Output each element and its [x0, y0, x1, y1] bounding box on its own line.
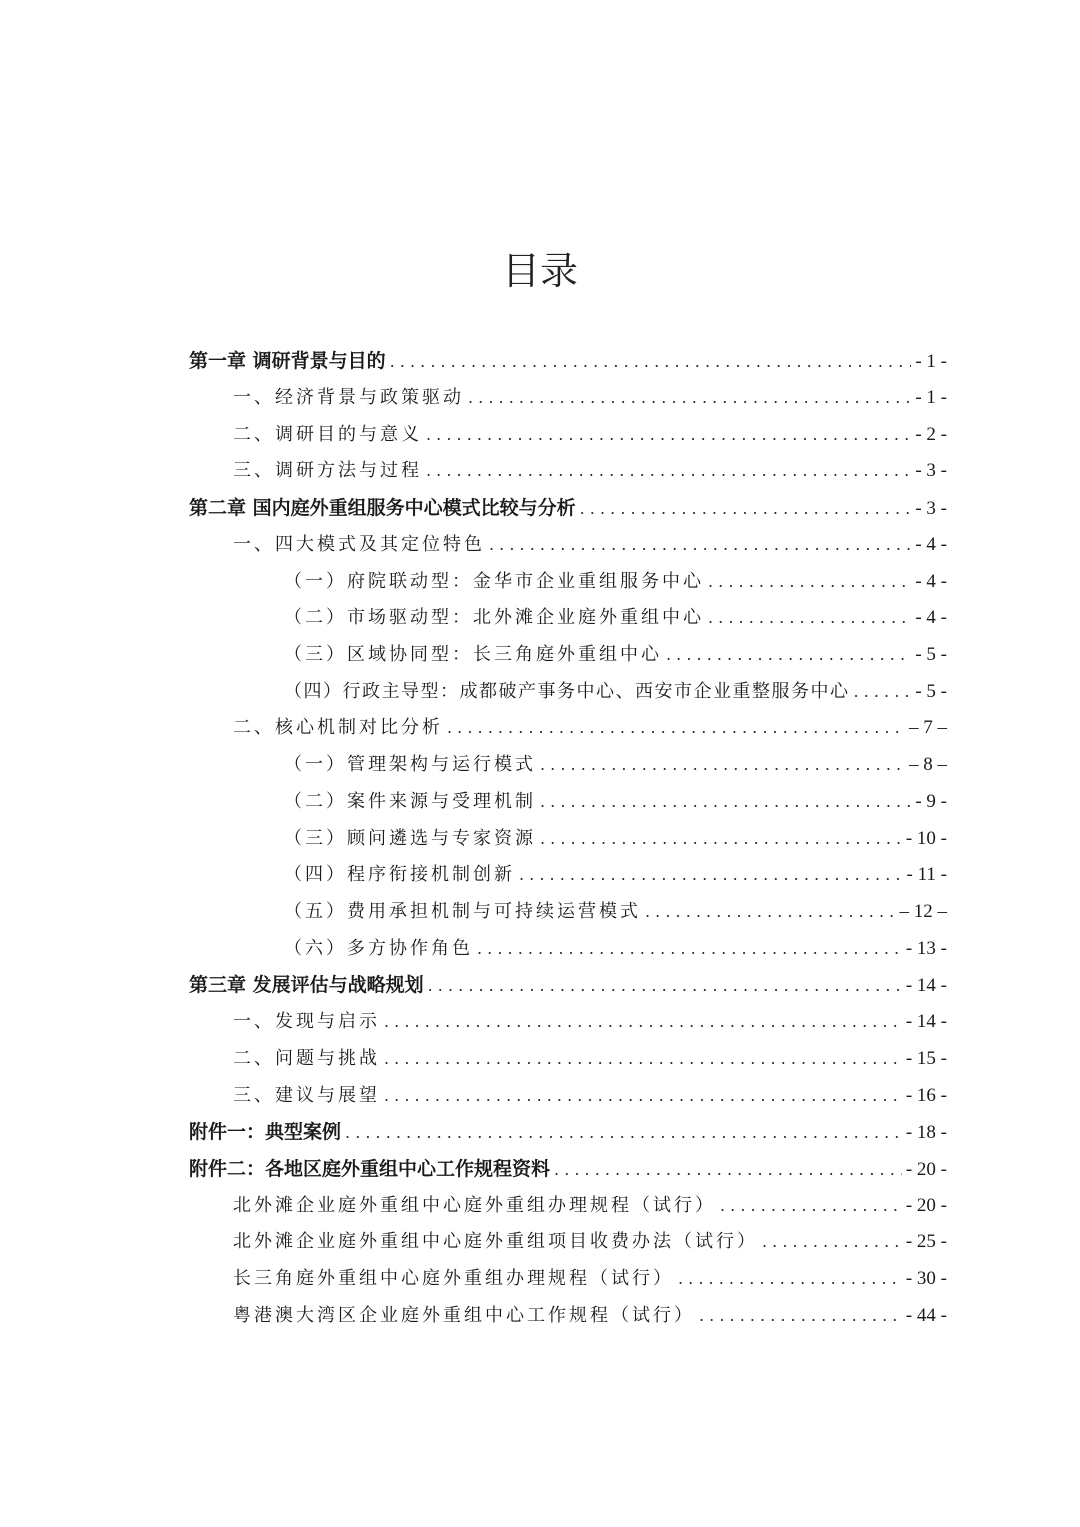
toc-entry[interactable] [233, 383, 947, 413]
toc-entry-title: （三）区域协同型：长三角庭外重组中心 [284, 644, 662, 665]
toc-entry-title: 二、核心机制对比分析 [233, 717, 443, 738]
toc-dot-leader [699, 1301, 902, 1331]
toc-entry[interactable] [233, 530, 947, 560]
toc-entry-title: 第二章 国内庭外重组服务中心模式比较与分析 [189, 497, 576, 519]
toc-entry-title: 附件一：典型案例 [189, 1121, 342, 1143]
toc-dot-leader [390, 347, 912, 377]
toc-entry-title: （一）管理架构与运行模式 [284, 754, 536, 775]
toc-entry-title: 一、发现与启示 [233, 1011, 380, 1032]
toc-entry[interactable] [284, 824, 947, 854]
toc-dot-leader [540, 787, 911, 817]
toc-entry[interactable] [233, 1081, 947, 1111]
toc-entry-page: - 13 - [905, 938, 947, 959]
toc-dot-leader [580, 494, 912, 524]
toc-entry[interactable] [233, 1301, 947, 1331]
toc-entry-title: 一、经济背景与政策驱动 [233, 387, 464, 408]
toc-dot-leader [426, 420, 911, 450]
toc-entry-title: 第三章 发展评估与战略规划 [189, 974, 424, 996]
toc-dot-leader [540, 824, 902, 854]
toc-entry-title: （四）行政主导型：成都破产事务中心、西安市企业重整服务中心 [284, 681, 850, 702]
toc-entry[interactable] [189, 970, 947, 1000]
toc-dot-leader [678, 1264, 902, 1294]
toc-entry-page: - 9 - [915, 791, 947, 812]
toc-entry-page: - 11 - [906, 864, 947, 885]
toc-entry[interactable] [189, 1117, 947, 1147]
toc-entry-page: - 3 - [915, 460, 947, 481]
toc-entry[interactable] [233, 1044, 947, 1074]
toc-entry-page: - 4 - [915, 534, 947, 555]
toc-entry[interactable] [233, 1264, 947, 1294]
page-title: 目录 [501, 249, 578, 293]
toc-entry-page: – 8 – [909, 754, 947, 775]
toc-entry[interactable] [284, 934, 947, 964]
toc-entry-page: - 15 - [905, 1048, 947, 1069]
toc-entry[interactable] [233, 1227, 947, 1257]
toc-entry[interactable] [284, 567, 947, 597]
toc-entry[interactable] [233, 1191, 947, 1221]
toc-entry[interactable] [189, 1154, 947, 1184]
toc-entry-title: 一、四大模式及其定位特色 [233, 534, 485, 555]
toc-dot-leader [384, 1081, 902, 1111]
toc-entry-page: – 12 – [899, 901, 947, 922]
toc-entry-page: - 30 - [905, 1268, 947, 1289]
toc-dot-leader [854, 677, 912, 707]
toc-entry-page: - 20 - [905, 1159, 947, 1180]
toc-entry-title: 粤港澳大湾区企业庭外重组中心工作规程（试行） [233, 1305, 695, 1326]
toc-dot-leader [708, 567, 911, 597]
toc-entry-page: - 1 - [915, 351, 947, 372]
toc-dot-leader [645, 897, 896, 927]
toc-dot-leader [384, 1007, 902, 1037]
toc-entry-page: - 16 - [905, 1085, 947, 1106]
toc-entry-page: - 2 - [915, 424, 947, 445]
toc-entry-title: 二、调研目的与意义 [233, 424, 422, 445]
toc-entry-page: - 5 - [915, 681, 947, 702]
toc-dot-leader [762, 1227, 902, 1257]
toc-entry-title: （五）费用承担机制与可持续运营模式 [284, 901, 641, 922]
toc-entry-title: 长三角庭外重组中心庭外重组办理规程（试行） [233, 1268, 674, 1289]
toc-entry-page: - 14 - [905, 975, 947, 996]
toc-entry[interactable] [189, 346, 947, 376]
toc-entry-title: 二、问题与挑战 [233, 1048, 380, 1069]
toc-entry-title: （六）多方协作角色 [284, 938, 473, 959]
toc-entry-title: （四）程序衔接机制创新 [284, 864, 515, 885]
toc-dot-leader [720, 1191, 902, 1221]
toc-entry[interactable] [284, 860, 947, 890]
toc-dot-leader [519, 860, 903, 890]
toc-dot-leader [447, 713, 905, 743]
toc-entry-page: - 4 - [915, 571, 947, 592]
toc-entry-title: （二）案件来源与受理机制 [284, 791, 536, 812]
toc-entry[interactable] [233, 420, 947, 450]
toc-entry[interactable] [284, 897, 947, 927]
toc-entry-title: 附件二：各地区庭外重组中心工作规程资料 [189, 1158, 551, 1180]
toc-entry[interactable] [284, 750, 947, 780]
toc-entry[interactable] [284, 603, 947, 633]
toc-entry-title: 三、调研方法与过程 [233, 460, 422, 481]
toc-dot-leader [666, 640, 911, 670]
toc-entry-title: （一）府院联动型：金华市企业重组服务中心 [284, 571, 704, 592]
toc-entry[interactable] [189, 493, 947, 523]
toc-entry-page: - 14 - [905, 1011, 947, 1032]
toc-dot-leader [540, 750, 905, 780]
toc-entry-page: - 18 - [905, 1122, 947, 1143]
toc-dot-leader [708, 603, 911, 633]
toc-entry-page: - 10 - [905, 828, 947, 849]
toc-entry-title: 第一章 调研背景与目的 [189, 350, 386, 372]
toc-entry-page: - 5 - [915, 644, 947, 665]
toc-dot-leader [428, 971, 902, 1001]
toc-entry-page: - 3 - [915, 498, 947, 519]
toc-entry-page: - 25 - [905, 1231, 947, 1252]
toc-entry-title: （二）市场驱动型：北外滩企业庭外重组中心 [284, 607, 704, 628]
toc-entry-page: - 44 - [905, 1305, 947, 1326]
toc-entry-title: （三）顾问遴选与专家资源 [284, 828, 536, 849]
toc-entry-page: - 4 - [915, 607, 947, 628]
toc-entry[interactable] [284, 677, 947, 707]
toc-dot-leader [468, 383, 911, 413]
toc-entry[interactable] [284, 787, 947, 817]
toc-entry-title: 北外滩企业庭外重组中心庭外重组项目收费办法（试行） [233, 1231, 758, 1252]
toc-entry[interactable] [284, 640, 947, 670]
toc-entry[interactable] [233, 456, 947, 486]
toc-dot-leader [384, 1044, 902, 1074]
toc-dot-leader [489, 530, 911, 560]
toc-dot-leader [554, 1155, 902, 1185]
toc-dot-leader [345, 1118, 902, 1148]
toc-entry-page: - 1 - [915, 387, 947, 408]
toc-entry-title: 北外滩企业庭外重组中心庭外重组办理规程（试行） [233, 1195, 716, 1216]
toc-entry[interactable] [233, 1007, 947, 1037]
toc-entry-title: 三、建议与展望 [233, 1085, 380, 1106]
toc-entry-page: – 7 – [909, 717, 947, 738]
toc-dot-leader [426, 456, 911, 486]
toc-dot-leader [477, 934, 902, 964]
toc-entry-page: - 20 - [905, 1195, 947, 1216]
toc-entry[interactable] [233, 713, 947, 743]
